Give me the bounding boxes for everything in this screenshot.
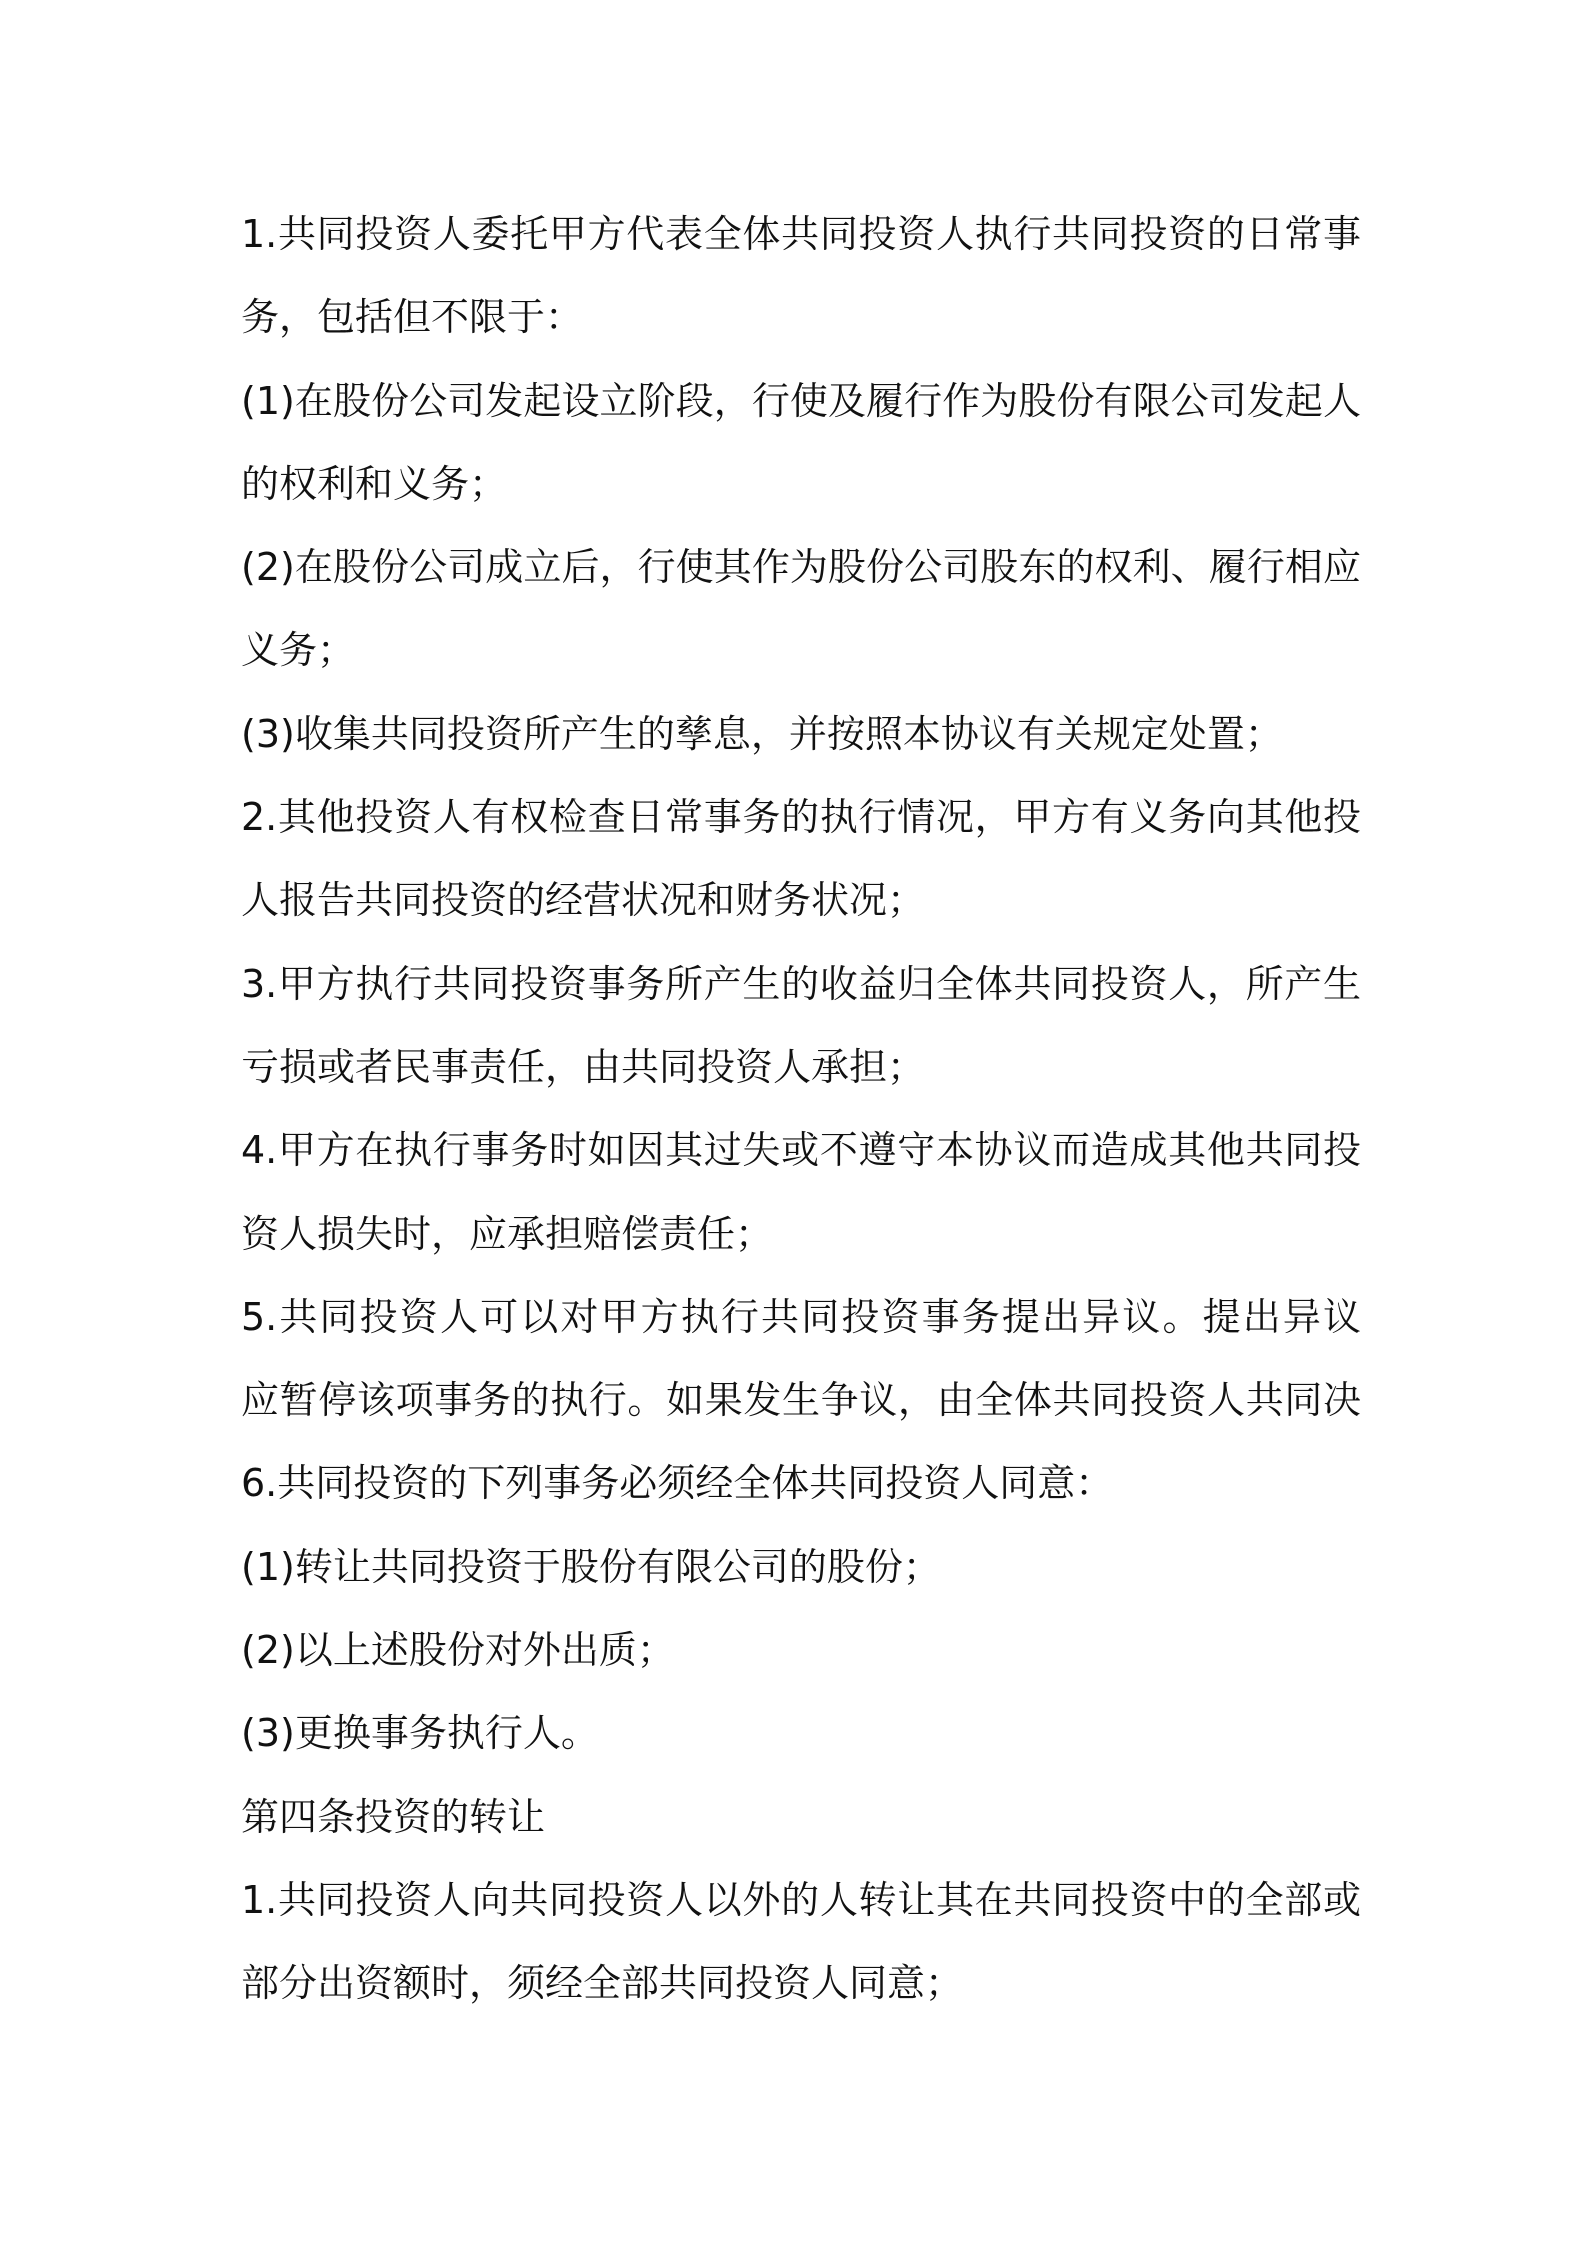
text-line: (2)在股份公司成立后，行使其作为股份公司股东的权利、履行相应 bbox=[241, 545, 1361, 590]
text-line: 义务； bbox=[241, 628, 356, 673]
text-line: 人报告共同投资的经营状况和财务状况； bbox=[241, 878, 926, 923]
text-line: 2.其他投资人有权检查日常事务的执行情况，甲方有义务向其他投 bbox=[241, 795, 1361, 840]
text-line: 资人损失时，应承担赔偿责任； bbox=[241, 1211, 774, 1256]
section-heading: 第四条投资的转让 bbox=[241, 1794, 546, 1839]
text-line: 4.甲方在执行事务时如因其过失或不遵守本协议而造成其他共同投 bbox=[241, 1128, 1361, 1173]
text-line: 6.共同投资的下列事务必须经全体共同投资人同意： bbox=[241, 1461, 1114, 1506]
text-line: (1)在股份公司发起设立阶段，行使及履行作为股份有限公司发起人 bbox=[241, 378, 1361, 423]
text-line: 务，包括但不限于： bbox=[241, 295, 584, 340]
text-line: (3)更换事务执行人。 bbox=[241, 1711, 599, 1756]
text-line: 1.共同投资人委托甲方代表全体共同投资人执行共同投资的日常事 bbox=[241, 212, 1361, 256]
text-line: 3.甲方执行共同投资事务所产生的收益归全体共同投资人，所产生 bbox=[241, 961, 1361, 1006]
text-line: 亏损或者民事责任，由共同投资人承担； bbox=[241, 1044, 926, 1089]
text-line: 部分出资额时，须经全部共同投资人同意； bbox=[241, 1961, 964, 2006]
text-line: 1.共同投资人向共同投资人以外的人转让其在共同投资中的全部或 bbox=[241, 1877, 1361, 1922]
text-line: (1)转让共同投资于股份有限公司的股份； bbox=[241, 1544, 941, 1589]
text-line: 的权利和义务； bbox=[241, 461, 508, 506]
text-line: 应暂停该项事务的执行。如果发生争议，由全体共同投资人共同决 bbox=[241, 1378, 1361, 1423]
text-line: (2)以上述股份对外出质； bbox=[241, 1628, 675, 1673]
text-line: (3)收集共同投资所产生的孳息，并按照本协议有关规定处置； bbox=[241, 711, 1283, 756]
text-line: 5.共同投资人可以对甲方执行共同投资事务提出异议。提出异议 bbox=[241, 1294, 1361, 1339]
document-body bbox=[241, 193, 1361, 2026]
